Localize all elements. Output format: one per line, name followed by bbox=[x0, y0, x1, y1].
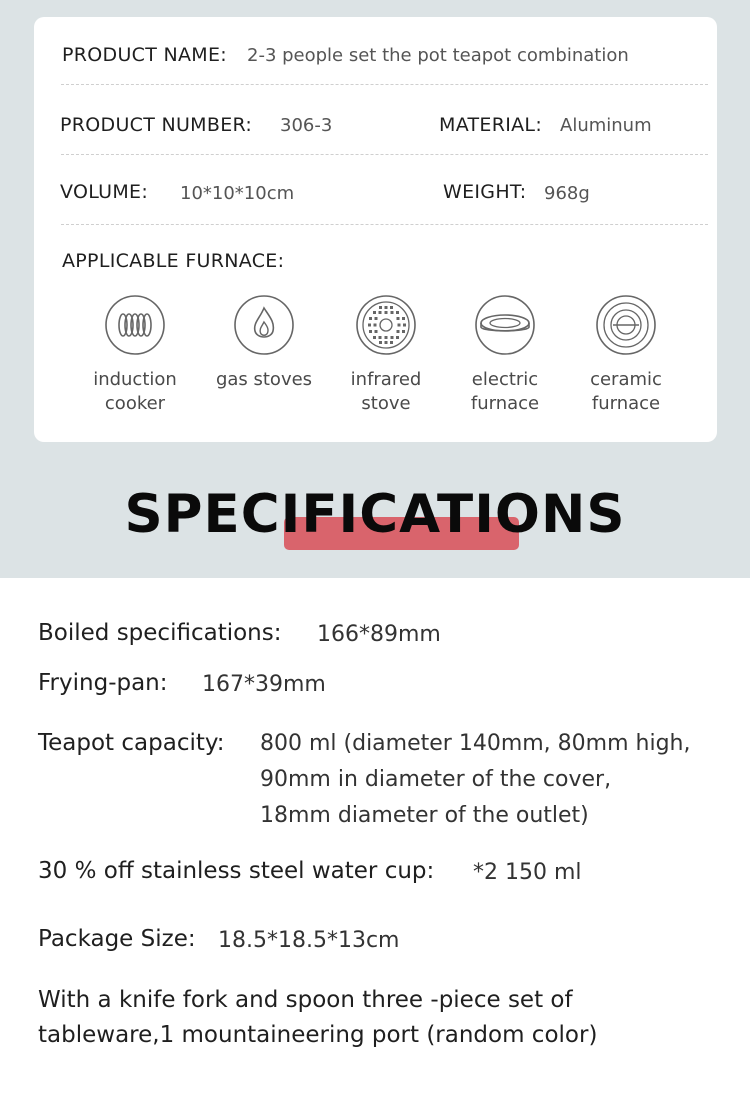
weight-label: WEIGHT: bbox=[443, 181, 527, 203]
teapot-capacity-value: 800 ml (diameter 140mm, 80mm high, 90mm in diameter of the cover, 18mm diameter of the outlet) bbox=[260, 731, 691, 828]
boiled-specifications-label: Boiled specifications: bbox=[38, 620, 282, 646]
product-info-card bbox=[34, 17, 717, 442]
volume-value: 10*10*10cm bbox=[180, 183, 295, 204]
frying-pan-label: Frying-pan: bbox=[38, 670, 168, 696]
product-name-label: PRODUCT NAME: bbox=[62, 44, 227, 66]
water-cup-label: 30 % off stainless steel water cup: bbox=[38, 858, 435, 884]
furnace-label: induction cooker bbox=[93, 369, 177, 414]
furnace-label: ceramic furnace bbox=[590, 369, 662, 414]
product-number-row bbox=[61, 85, 708, 155]
electric-plate-icon bbox=[474, 294, 536, 356]
furnace-ceramic-furnace bbox=[571, 294, 681, 416]
applicable-furnace-label: APPLICABLE FURNACE: bbox=[62, 250, 285, 272]
specifications-title: SPECIFICATIONS bbox=[124, 484, 626, 545]
product-name-row bbox=[61, 17, 708, 85]
gas-flame-icon bbox=[233, 294, 295, 356]
package-size-value: 18.5*18.5*13cm bbox=[218, 928, 400, 953]
induction-coil-icon bbox=[104, 294, 166, 356]
furnace-infrared-stove bbox=[331, 294, 441, 416]
furnace-induction-cooker bbox=[80, 294, 190, 416]
boiled-specifications-value: 166*89mm bbox=[317, 622, 441, 647]
ceramic-hob-icon bbox=[595, 294, 657, 356]
frying-pan-value: 167*39mm bbox=[202, 672, 326, 697]
product-number-value: 306-3 bbox=[280, 115, 333, 136]
product-number-label: PRODUCT NUMBER: bbox=[60, 114, 253, 136]
furnace-gas-stoves bbox=[209, 294, 319, 392]
accessories-description: With a knife fork and spoon three -piece set of tableware,1 mountaineering port (random color) bbox=[38, 987, 598, 1048]
volume-weight-row bbox=[61, 155, 708, 225]
furnace-label: electric furnace bbox=[470, 369, 540, 414]
material-value: Aluminum bbox=[560, 115, 652, 136]
product-name-value: 2-3 people set the pot teapot combination bbox=[247, 45, 629, 66]
volume-label: VOLUME: bbox=[60, 181, 149, 203]
infrared-grid-icon bbox=[355, 294, 417, 356]
material-label: MATERIAL: bbox=[439, 114, 543, 136]
water-cup-value: *2 150 ml bbox=[473, 860, 582, 885]
package-size-label: Package Size: bbox=[38, 926, 196, 952]
furnace-label: infrared stove bbox=[350, 369, 422, 414]
specifications-heading bbox=[0, 484, 750, 554]
weight-value: 968g bbox=[544, 183, 590, 204]
teapot-capacity-label: Teapot capacity: bbox=[38, 730, 225, 756]
furnace-electric-furnace bbox=[450, 294, 560, 416]
furnace-label: gas stoves bbox=[215, 369, 313, 390]
